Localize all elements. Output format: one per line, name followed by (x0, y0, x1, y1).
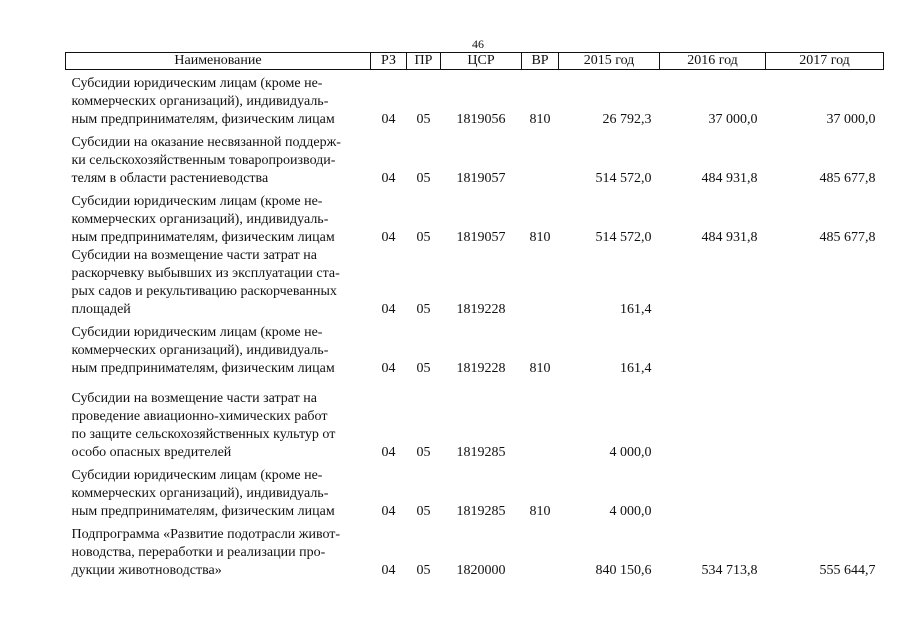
row-vr (522, 247, 559, 319)
row-csr: 1819057 (456, 230, 506, 245)
row-name-line: Субсидии юридическим лицам (кроме не- (71, 76, 323, 91)
row-2017: 485 677,8 (819, 230, 876, 245)
row-name-line: Субсидии на оказание несвязанной поддерж- (71, 135, 341, 150)
row-2015: 840 150,6 (595, 563, 652, 578)
header-2015: 2015 год (559, 53, 660, 70)
row-name-line: коммерческих организаций), индивидуаль- (71, 343, 329, 358)
row-name-line: Субсидии юридическим лицам (кроме не- (71, 468, 323, 483)
row-name (66, 70, 371, 130)
row-pr: 05 (416, 504, 431, 519)
row-csr: 1819056 (456, 112, 506, 127)
row-name-line: ным предпринимателям, физическим лицам (71, 504, 335, 519)
row-name-line: коммерческих организаций), индивидуаль- (71, 212, 329, 227)
row-name-line: рых садов и рекультивацию раскорчеванных (71, 284, 337, 299)
row-2017 (766, 462, 884, 521)
header-vr: ВР (522, 53, 559, 70)
row-name-line: новодства, переработки и реализации про- (71, 545, 326, 560)
row-2016 (660, 319, 766, 378)
row-2016: 37 000,0 (708, 112, 758, 127)
row-vr (522, 129, 559, 188)
row-name-line: особо опасных вредителей (71, 445, 232, 460)
row-name (66, 319, 371, 378)
header-csr: ЦСР (441, 53, 522, 70)
row-pr: 05 (416, 112, 431, 127)
row-name (66, 188, 371, 247)
row-csr: 1819285 (456, 445, 506, 460)
row-2017 (766, 247, 884, 319)
row-2017: 37 000,0 (826, 112, 876, 127)
row-rz: 04 (381, 302, 396, 317)
row-rz: 04 (381, 504, 396, 519)
table-row (66, 70, 884, 130)
header-2016: 2016 год (660, 53, 766, 70)
row-name-line: раскорчевку выбывших из эксплуатации ста- (71, 266, 340, 281)
row-name-line: Подпрограмма «Развитие подотрасли живот- (71, 527, 341, 542)
row-2016: 484 931,8 (701, 171, 758, 186)
row-pr: 05 (416, 230, 431, 245)
row-name-line: телям в области растениеводства (71, 171, 269, 186)
row-name-line: площадей (71, 302, 131, 317)
row-csr: 1819285 (456, 504, 506, 519)
row-2017: 485 677,8 (819, 171, 876, 186)
row-name (66, 378, 371, 462)
row-name-line: дукции животноводства» (71, 563, 222, 578)
row-name-line: Субсидии на возмещение части затрат на (71, 248, 317, 263)
row-2017: 555 644,7 (819, 563, 876, 578)
row-name-line: ным предпринимателям, физическим лицам (71, 361, 335, 376)
row-2017 (766, 319, 884, 378)
row-csr: 1819228 (456, 302, 506, 317)
row-name-line: ки сельскохозяйственным товаропроизводи- (71, 153, 336, 168)
row-vr: 810 (529, 230, 551, 245)
row-2015: 514 572,0 (595, 171, 652, 186)
page-number: 46 (472, 37, 484, 51)
row-2015: 514 572,0 (595, 230, 652, 245)
row-vr: 810 (529, 504, 551, 519)
row-name-line: ным предпринимателям, физическим лицам (71, 230, 335, 245)
row-csr: 1819228 (456, 361, 506, 376)
row-pr: 05 (416, 563, 431, 578)
row-name-line: ным предпринимателям, физическим лицам (71, 112, 335, 127)
row-rz: 04 (381, 563, 396, 578)
table-row (66, 319, 884, 378)
row-rz: 04 (381, 445, 396, 460)
row-2016: 534 713,8 (701, 563, 758, 578)
row-name-line: Субсидии на возмещение части затрат на (71, 391, 317, 406)
row-name-line: Субсидии юридическим лицам (кроме не- (71, 194, 323, 209)
row-2016 (660, 378, 766, 462)
row-2015: 26 792,3 (602, 112, 652, 127)
table-row (66, 378, 884, 462)
table-row (66, 521, 884, 580)
row-2015: 161,4 (620, 302, 652, 317)
budget-table (65, 52, 884, 580)
row-name-line: по защите сельскохозяйственных культур от (71, 427, 336, 442)
row-2016: 484 931,8 (701, 230, 758, 245)
table-row (66, 129, 884, 188)
table-row (66, 462, 884, 521)
row-name-line: коммерческих организаций), индивидуаль- (71, 94, 329, 109)
row-name-line: Субсидии юридическим лицам (кроме не- (71, 325, 323, 340)
row-name (66, 521, 371, 580)
header-rz: РЗ (371, 53, 407, 70)
row-name (66, 462, 371, 521)
row-rz: 04 (381, 112, 396, 127)
header-name: Наименование (66, 53, 371, 70)
row-name-line: коммерческих организаций), индивидуаль- (71, 486, 329, 501)
row-2017 (766, 378, 884, 462)
row-vr (522, 521, 559, 580)
table-body (66, 70, 884, 581)
row-name (66, 129, 371, 188)
row-pr: 05 (416, 302, 431, 317)
row-vr: 810 (529, 112, 551, 127)
table-header-row (66, 53, 884, 70)
row-csr: 1819057 (456, 171, 506, 186)
row-2015: 4 000,0 (609, 445, 652, 460)
header-2017: 2017 год (766, 53, 884, 70)
header-pr: ПР (407, 53, 441, 70)
row-2016 (660, 462, 766, 521)
row-vr (522, 378, 559, 462)
row-pr: 05 (416, 445, 431, 460)
row-pr: 05 (416, 361, 431, 376)
row-rz: 04 (381, 171, 396, 186)
row-2015: 4 000,0 (609, 504, 652, 519)
row-vr: 810 (529, 361, 551, 376)
row-name (66, 247, 371, 319)
table-row (66, 247, 884, 319)
row-csr: 1820000 (456, 563, 506, 578)
row-name-line: проведение авиационно-химических работ (71, 409, 328, 424)
row-rz: 04 (381, 230, 396, 245)
table-row (66, 188, 884, 247)
row-2015: 161,4 (620, 361, 652, 376)
row-2016 (660, 247, 766, 319)
row-pr: 05 (416, 171, 431, 186)
row-rz: 04 (381, 361, 396, 376)
